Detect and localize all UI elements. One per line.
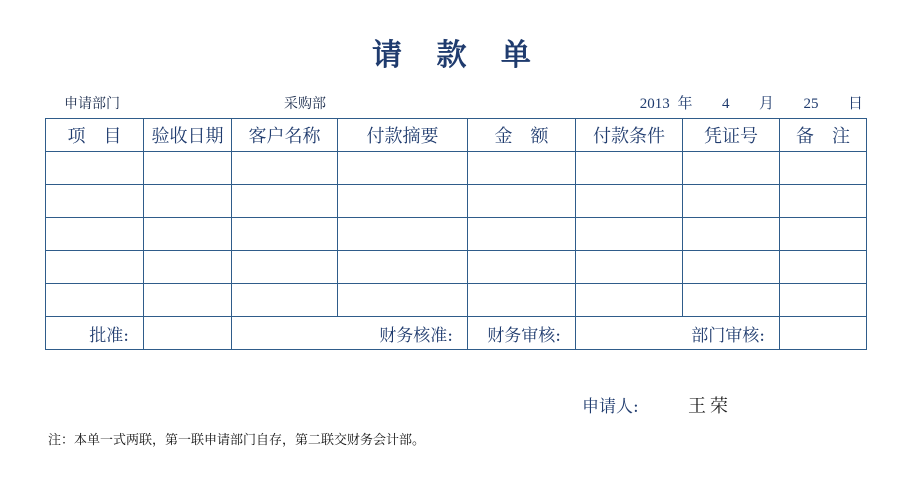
table-cell[interactable] [232,251,338,284]
table-cell[interactable] [338,152,468,185]
col-header-customer-name: 客户名称 [232,119,338,152]
table-cell[interactable] [576,284,683,317]
table-cell[interactable] [338,284,468,317]
table-row [46,218,867,251]
col-header-acceptance-date: 验收日期 [144,119,232,152]
table-cell[interactable] [232,284,338,317]
applicant-name: 王荣 [688,396,732,417]
table-row [46,152,867,185]
date-month: 4 [721,96,730,112]
table-cell[interactable] [338,251,468,284]
finance-review-label: 财务审核: [468,317,576,350]
table-cell[interactable] [338,218,468,251]
col-header-payment-terms: 付款条件 [576,119,683,152]
dept-review-signature-cell[interactable] [780,317,867,350]
col-header-payment-summary: 付款摘要 [338,119,468,152]
dept-label: 申请部门 [64,96,120,112]
table-cell[interactable] [780,284,867,317]
footnote: 注：本单一式两联，第一联申请部门自存，第二联交财务会计部。 [48,433,426,448]
table-cell[interactable] [468,218,576,251]
col-header-item: 项 目 [46,119,144,152]
applicant-label: 申请人: [582,397,639,417]
date-year-unit: 年 [677,96,693,112]
table-cell[interactable] [144,251,232,284]
table-cell[interactable] [46,185,144,218]
date-day: 25 [803,96,819,112]
table-cell[interactable] [144,218,232,251]
table-cell[interactable] [780,251,867,284]
col-header-voucher-no: 凭证号 [683,119,780,152]
date-day-unit: 日 [847,96,863,112]
table-cell[interactable] [144,185,232,218]
payment-request-table [45,118,867,350]
col-header-remarks: 备 注 [780,119,867,152]
page-title: 请 款 单 [372,38,543,73]
table-cell[interactable] [338,185,468,218]
table-cell[interactable] [683,185,780,218]
table-cell[interactable] [683,218,780,251]
table-cell[interactable] [468,152,576,185]
table-cell[interactable] [780,152,867,185]
col-header-amount: 金 额 [468,119,576,152]
table-cell[interactable] [683,152,780,185]
table-row [46,251,867,284]
table-cell[interactable] [780,218,867,251]
table-cell[interactable] [683,284,780,317]
table-cell[interactable] [576,251,683,284]
approve-label: 批准: [46,317,144,350]
dept-value: 采购部 [284,96,326,112]
table-row [46,185,867,218]
table-cell[interactable] [683,251,780,284]
table-cell[interactable] [468,251,576,284]
table-cell[interactable] [576,185,683,218]
table-cell[interactable] [46,218,144,251]
finance-approve-label: 财务核准: [232,317,468,350]
table-cell[interactable] [46,152,144,185]
table-cell[interactable] [576,152,683,185]
table-cell[interactable] [46,251,144,284]
table-cell[interactable] [232,185,338,218]
header-row [46,119,867,152]
table-cell[interactable] [46,284,144,317]
date-year: 2013 [639,96,670,112]
table-cell[interactable] [576,218,683,251]
table-cell[interactable] [144,152,232,185]
approve-signature-cell[interactable] [144,317,232,350]
table-row [46,284,867,317]
dept-review-label: 部门审核: [576,317,780,350]
table-cell[interactable] [232,218,338,251]
table-cell[interactable] [468,185,576,218]
table-cell[interactable] [232,152,338,185]
date-month-unit: 月 [758,96,774,112]
date-line [636,92,863,113]
signature-row [46,317,867,350]
table-cell[interactable] [780,185,867,218]
table-cell[interactable] [144,284,232,317]
table-cell[interactable] [468,284,576,317]
